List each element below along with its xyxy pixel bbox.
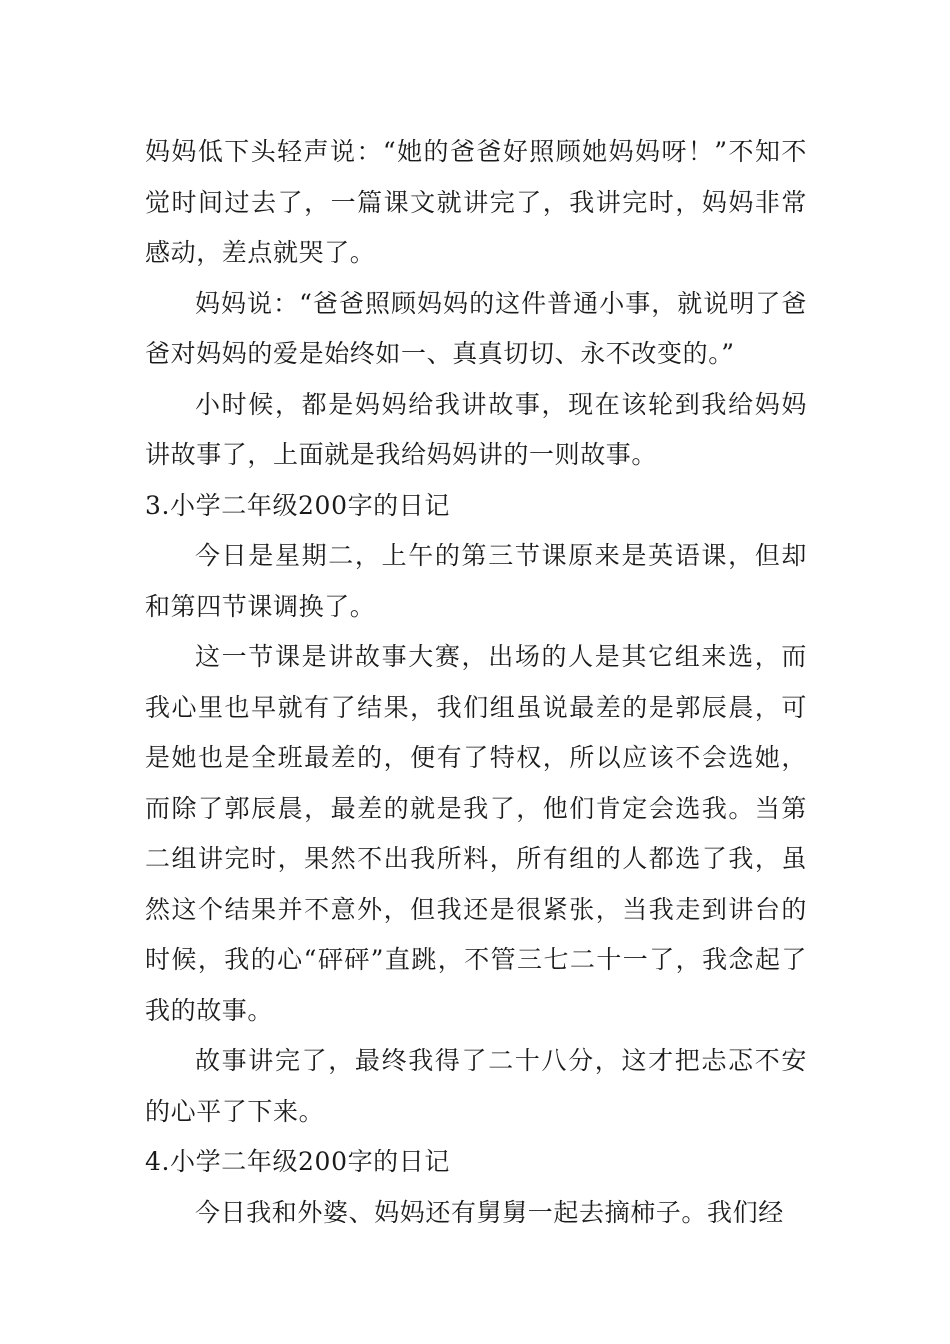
paragraph: 故事讲完了，最终我得了二十八分，这才把忐忑不安的心平了下来。 [145, 1046, 807, 1126]
paragraph: 这一节课是讲故事大赛，出场的人是其它组来选，而我心里也早就有了结果，我们组虽说最差的是郭辰晨，可是她也是全班最差的，便有了特权，所以应该不会选她，而除了郭辰晨，最差的就是我了，他们肯定会选我。当第二组讲完时，果然不出我所料，所有组的人都选了我，虽然这个结果并不意外，但我还是很紧张，当我走到讲台的时候，我的心“砰砰”直跳，不管三七二十一了，我念起了我的故事。 [145, 642, 807, 1025]
paragraph: 小时候，都是妈妈给我讲故事，现在该轮到我给妈妈讲故事了，上面就是我给妈妈讲的一则故事。 [145, 389, 807, 469]
section-heading-4: 4.小学二年级200字的日记 [145, 1147, 450, 1176]
paragraph-continued: 妈妈低下头轻声说：“她的爸爸好照顾她妈妈呀！”不知不觉时间过去了，一篇课文就讲完了，我讲完时，妈妈非常感动，差点就哭了。 [145, 137, 807, 267]
paragraph: 今日是星期二，上午的第三节课原来是英语课，但却和第四节课调换了。 [145, 541, 807, 621]
section-heading-3: 3.小学二年级200字的日记 [145, 490, 450, 520]
paragraph: 妈妈说：“爸爸照顾妈妈的这件普通小事，就说明了爸爸对妈妈的爱是始终如一、真真切切、永不改变的。” [145, 288, 807, 368]
paragraph: 今日我和外婆、妈妈还有舅舅一起去摘柿子。我们经 [195, 1197, 784, 1227]
document-body [145, 127, 807, 1238]
